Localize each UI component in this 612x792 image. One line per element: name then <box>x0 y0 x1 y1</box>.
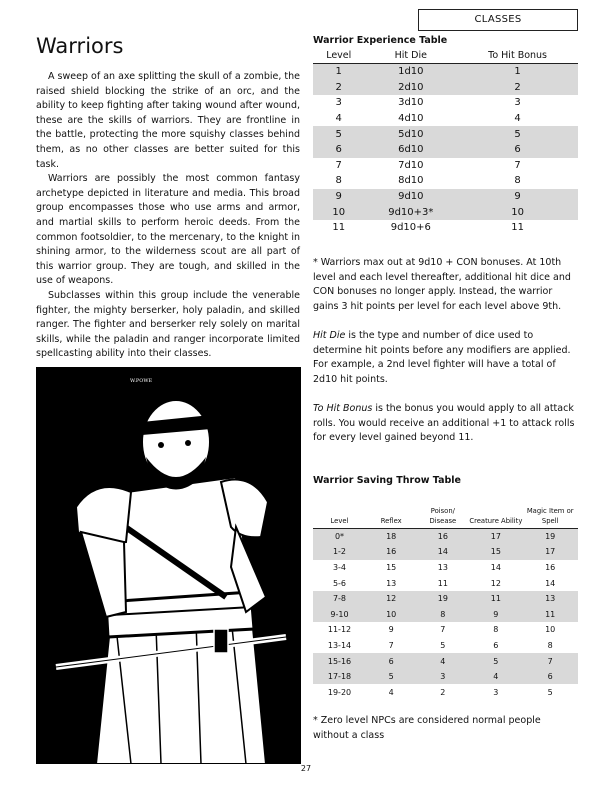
table-cell: 9 <box>313 189 364 205</box>
table-cell: 4 <box>469 669 522 685</box>
saving-throw-table <box>313 490 578 700</box>
table-row <box>313 64 578 80</box>
warrior-illustration <box>36 367 301 764</box>
table-cell: 5 <box>457 126 578 142</box>
table-cell: 4 <box>335 113 342 125</box>
table-cell: 8 <box>416 606 469 622</box>
table-cell: 4 <box>416 653 469 669</box>
table-cell: 10 <box>545 625 556 635</box>
table-cell: 3 <box>335 97 342 109</box>
table-cell: 14 <box>490 562 501 572</box>
table-row <box>313 528 578 544</box>
table-cell: 3-4 <box>332 562 347 572</box>
saving-table-title: Warrior Saving Throw Table <box>313 475 461 486</box>
table-cell: 13 <box>522 591 578 607</box>
table-row <box>313 111 578 127</box>
table-cell: 11 <box>469 591 522 607</box>
table-cell: 8 <box>514 175 521 187</box>
table-cell: 11-12 <box>327 625 352 635</box>
intro-text <box>36 70 300 362</box>
table-cell: 7 <box>522 653 578 669</box>
page-number: 27 <box>300 764 312 773</box>
table-cell: 8 <box>493 625 499 635</box>
table-row <box>313 606 578 622</box>
table-cell: 7 <box>335 159 342 171</box>
table-cell: 15-16 <box>313 653 366 669</box>
table-cell: 7d10 <box>398 159 424 171</box>
table-row <box>313 158 578 174</box>
table-cell: 6d10 <box>364 142 457 158</box>
table-cell: 2 <box>457 80 578 96</box>
table-cell: 8d10 <box>398 175 424 187</box>
table-cell: 13 <box>386 578 397 588</box>
table-cell: 5 <box>366 669 416 685</box>
table-cell: 5 <box>469 653 522 669</box>
table-cell: 7 <box>440 625 446 635</box>
table-cell: 9d10 <box>364 189 457 205</box>
table-cell: 15 <box>386 562 397 572</box>
table-cell: 6 <box>457 142 578 158</box>
table-cell: 3 <box>493 687 499 697</box>
table-cell: 7 <box>388 640 394 650</box>
table-cell: 9-10 <box>313 606 366 622</box>
table-cell: 6 <box>313 142 364 158</box>
table-cell: 10 <box>366 606 416 622</box>
intro-paragraph: Subclasses within this group include the venerable fighter, the mighty berserker, holy paladin, and skilled ranger. The fighter and berserker rely solely on marital skills, while the paladin and ranger incorporate limited spellcasting ability into their classes. <box>36 289 300 360</box>
to-hit-text: is the bonus you would apply to all attack rolls. You would receive an additional +1 to attack rolls for every level gained beyond 11. <box>313 402 575 444</box>
table-row <box>313 653 578 669</box>
hit-die-term: Hit Die <box>313 329 346 341</box>
table-cell: 7-8 <box>313 591 366 607</box>
hit-die-text: is the type and number of dice used to determine hit points before any modifiers are applied. For example, a 2nd level fighter will have a total of 2d10 hit points. <box>313 329 571 385</box>
table-cell: 11 <box>522 606 578 622</box>
table-cell: 12 <box>490 578 501 588</box>
table-cell: 6 <box>366 653 416 669</box>
table-cell: 17-18 <box>313 669 366 685</box>
table-cell: 8 <box>547 640 553 650</box>
experience-table <box>313 50 578 236</box>
experience-table-section <box>313 35 578 236</box>
table-cell: 17 <box>469 528 522 544</box>
table-row <box>313 622 578 638</box>
table-row <box>313 220 578 236</box>
table-cell: 14 <box>545 578 556 588</box>
table-row <box>313 95 578 111</box>
table-row <box>313 173 578 189</box>
table-cell: 9d10+6 <box>390 222 431 234</box>
table-cell: 2 <box>313 80 364 96</box>
table-cell: 5-6 <box>332 578 347 588</box>
table-cell: 3d10 <box>398 97 424 109</box>
table-cell: 9 <box>388 625 394 635</box>
intro-paragraph: Warriors are possibly the most common fantasy archetype depicted in literature and media. This broad group encompasses those who use arms and armor, and martial skills to perform heroic deeds. From the common footsoldier, to the mercenary, to the knight in shining armor, to the wilderness scout are all part of this warrior group. They are tough, and skilled in the use of weapons. <box>36 173 300 287</box>
table-cell: 5 <box>547 687 553 697</box>
column-header: Level <box>313 50 364 64</box>
table-cell: 2d10 <box>364 80 457 96</box>
table-row <box>313 575 578 591</box>
table-cell: 1 <box>457 64 578 80</box>
column-header: Hit Die <box>364 50 457 64</box>
column-header: Reflex <box>366 490 416 528</box>
table-row <box>313 560 578 576</box>
table-cell: 13-14 <box>327 640 352 650</box>
table-cell: 4d10 <box>398 113 424 125</box>
table-cell: 3 <box>416 669 469 685</box>
table-cell: 9d10+3* <box>364 204 457 220</box>
table-cell: 0* <box>313 528 366 544</box>
table-cell: 19-20 <box>327 687 352 697</box>
artist-signature: W.POWE <box>130 378 153 384</box>
table-cell: 9 <box>469 606 522 622</box>
max-hit-dice-note: * Warriors max out at 9d10 + CON bonuses. At 10th level and each level thereafter, additional hit dice and CON bonuses no longer apply. Instead, the warrior gains 3 hit points per level for each level above 9th. <box>313 257 571 312</box>
column-header: Magic Item or Spell <box>522 490 578 528</box>
table-row <box>313 142 578 158</box>
table-row <box>313 684 578 700</box>
table-cell: 9 <box>457 189 578 205</box>
table-cell: 5 <box>313 126 364 142</box>
table-cell: 11 <box>437 578 448 588</box>
table-cell: 12 <box>366 591 416 607</box>
table-cell: 1d10 <box>364 64 457 80</box>
table-cell: 2 <box>440 687 446 697</box>
table-cell: 7 <box>514 159 521 171</box>
table-cell: 4 <box>388 687 394 697</box>
table-row <box>313 544 578 560</box>
hit-die-definition <box>313 329 578 387</box>
table-row <box>313 189 578 205</box>
column-header: To Hit Bonus <box>457 50 578 64</box>
table-row <box>313 80 578 96</box>
table-cell: 19 <box>522 528 578 544</box>
table-cell: 18 <box>366 528 416 544</box>
to-hit-definition <box>313 402 578 446</box>
section-header: CLASSES <box>418 9 578 31</box>
table-cell: 19 <box>416 591 469 607</box>
table-row <box>313 126 578 142</box>
table-cell: 3 <box>514 97 521 109</box>
table-cell: 16 <box>416 528 469 544</box>
column-header: Poison/ Disease <box>416 490 469 528</box>
page-title: Warriors <box>36 34 124 58</box>
notes-section <box>313 256 578 460</box>
saving-table-section <box>313 475 578 743</box>
table-cell: 13 <box>437 562 448 572</box>
table-row <box>313 204 578 220</box>
table-row <box>313 591 578 607</box>
table-cell: 17 <box>522 544 578 560</box>
table-cell: 8 <box>335 175 342 187</box>
saving-footnote: * Zero level NPCs are considered normal people without a class <box>313 715 541 741</box>
column-header: Creature Ability <box>469 490 522 528</box>
table-row <box>313 638 578 654</box>
table-cell: 6 <box>522 669 578 685</box>
intro-paragraph: A sweep of an axe splitting the skull of a zombie, the raised shield blocking the strike of an orc, and the ability to keep fighting after taking wound after wound, these are the skills of warriors. They are frontline in the battle, protecting the more squishy classes behind them, as no other classes are better suited for this task. <box>36 71 300 170</box>
table-cell: 1-2 <box>313 544 366 560</box>
to-hit-term: To Hit Bonus <box>313 402 373 414</box>
table-cell: 16 <box>545 562 556 572</box>
warrior-drawing <box>36 367 301 764</box>
table-cell: 15 <box>469 544 522 560</box>
experience-table-title: Warrior Experience Table <box>313 35 448 46</box>
column-header: Level <box>313 490 366 528</box>
table-cell: 4 <box>514 113 521 125</box>
table-cell: 16 <box>366 544 416 560</box>
table-cell: 11 <box>511 222 524 234</box>
table-cell: 10 <box>313 204 364 220</box>
table-cell: 6 <box>493 640 499 650</box>
table-cell: 5 <box>440 640 446 650</box>
table-cell: 1 <box>313 64 364 80</box>
table-cell: 14 <box>416 544 469 560</box>
table-cell: 10 <box>457 204 578 220</box>
table-row <box>313 669 578 685</box>
table-cell: 11 <box>332 222 346 234</box>
table-cell: 5d10 <box>364 126 457 142</box>
